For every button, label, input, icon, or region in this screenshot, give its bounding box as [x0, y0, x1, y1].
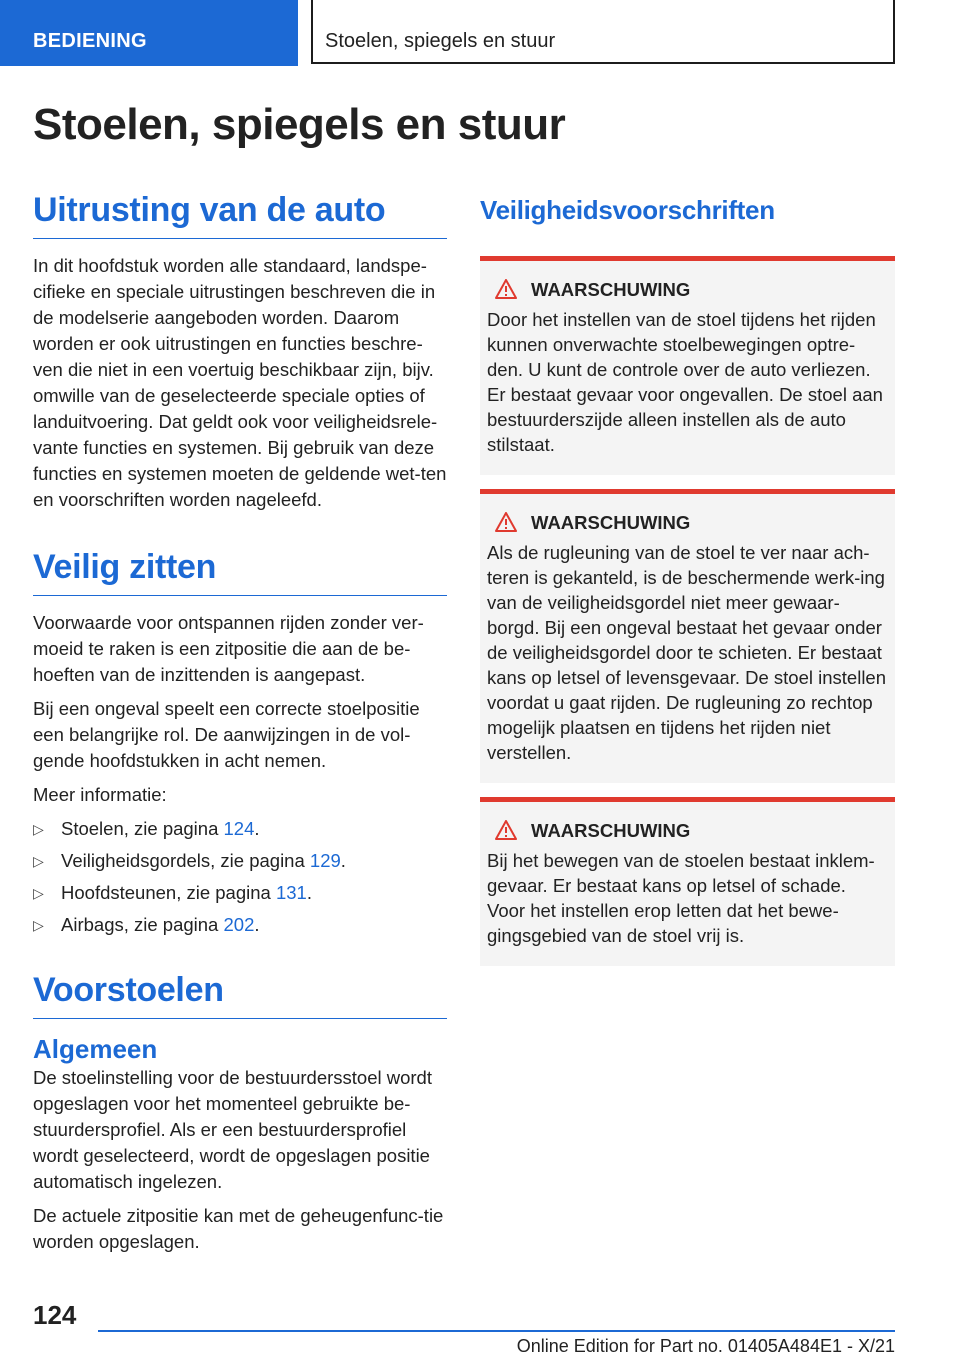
- warning-triangle-icon: [495, 512, 517, 532]
- warning-text: Door het instellen van de stoel tijdens het rijden kunnen onverwachte stoelbewegingen optre‐den. U kunt de controle over de auto verliezen. Er bestaat gevaar voor ongevallen. De stoel aan bestuurderszijde alleen instellen als de auto stilstaat.: [487, 309, 883, 455]
- page-link[interactable]: 202: [223, 914, 255, 935]
- paragraph-algemeen-1: De stoelinstelling voor de bestuurdersstoel wordt opgeslagen voor het momenteel gebruikte be‐stuurdersprofiel. Als er een bestuurdersprofiel wordt geselecteerd, wordt de opgeslagen positie automatisch ingelezen.: [33, 1067, 432, 1192]
- triangle-bullet-icon: ▷: [33, 853, 44, 869]
- heading-voorstoelen: Voorstoelen: [33, 970, 447, 1019]
- warning-header: WAARSCHUWING: [487, 277, 887, 303]
- subheading-algemeen: Algemeen: [33, 1034, 158, 1064]
- paragraph-veilig-2: Bij een ongeval speelt een correcte stoelpositie een belangrijke rol. De aanwijzingen in de vol‐gende hoofdstukken in acht nemen.: [33, 698, 420, 771]
- warning-header: WAARSCHUWING: [487, 510, 887, 536]
- paragraph-meer-informatie: Meer informatie:: [33, 784, 167, 805]
- chapter-title: Stoelen, spiegels en stuur: [311, 0, 895, 64]
- list-item: ▷ Veiligheidsgordels, zie pagina 129.: [33, 848, 447, 874]
- heading-uitrusting: Uitrusting van de auto: [33, 190, 447, 239]
- triangle-bullet-icon: ▷: [33, 885, 44, 901]
- page-number: 124: [33, 1300, 77, 1330]
- right-column: [480, 190, 895, 980]
- heading-veilig-zitten: Veilig zitten: [33, 547, 447, 596]
- warning-text: Bij het bewegen van de stoelen bestaat inklem‐gevaar. Er bestaat kans op letsel of schade. Voor het instellen erop letten dat het bewe‐gingsgebied van de stoel vrij is.: [487, 850, 875, 946]
- warning-box: [480, 489, 895, 783]
- page-link[interactable]: 129: [309, 850, 341, 871]
- left-column: [33, 190, 447, 1263]
- paragraph-algemeen-2: De actuele zitpositie kan met de geheugenfunc‐tie worden opgeslagen.: [33, 1205, 444, 1252]
- warning-triangle-icon: [495, 820, 517, 840]
- page-header: [0, 0, 960, 66]
- warning-box: [480, 797, 895, 966]
- paragraph-uitrusting: In dit hoofdstuk worden alle standaard, landspe‐cifieke en speciale uitrustingen beschreven die in de modelserie aangeboden worden. Daarom worden er ook uitrustingen en functies beschre‐ven die niet in een voertuig beschikbaar zijn, bijv. omwille van de geselecteerde speciale opties of landuitvoering. Dat geldt ook voor veiligheidsrele‐vante functies en systemen. Bij gebruik van deze functies en systemen moeten de geldende wet‐ten en voorschriften worden nageleefd.: [33, 255, 447, 510]
- paragraph-veilig-1: Voorwaarde voor ontspannen rijden zonder ver‐moeid te raken is een zitpositie die aan de be‐hoeften van de inzittenden is aangepast.: [33, 612, 424, 685]
- warning-header: WAARSCHUWING: [487, 818, 887, 844]
- warning-triangle-icon: [495, 279, 517, 299]
- page-link[interactable]: 124: [223, 818, 255, 839]
- heading-veiligheidsvoorschriften: Veiligheidsvoorschriften: [480, 195, 775, 225]
- edition-info: Online Edition for Part no. 01405A484E1 - X/21: [516, 1336, 895, 1356]
- page-title: Stoelen, spiegels en stuur: [33, 100, 566, 149]
- list-item: ▷ Hoofdsteunen, zie pagina 131.: [33, 880, 447, 906]
- triangle-bullet-icon: ▷: [33, 917, 44, 933]
- page-link[interactable]: 131: [275, 882, 307, 903]
- warning-box: [480, 256, 895, 475]
- list-item: ▷ Stoelen, zie pagina 124.: [33, 816, 447, 842]
- reference-list: [33, 816, 447, 938]
- section-tab: BEDIENING: [0, 0, 298, 66]
- warning-text: Als de rugleuning van de stoel te ver naar ach‐teren is gekanteld, is de beschermende werk‐ing van de veiligheidsgordel niet meer gewaar‐borgd. Bij een ongeval bestaat het gevaar onder de veiligheidsgordel door te schieten. Er bestaat kans op letsel of levensgevaar. De stoel instellen voordat u gaat rijden. De rugleuning zo rechtop mogelijk plaatsen en tijdens het rijden niet verstellen.: [487, 542, 887, 763]
- list-item: ▷ Airbags, zie pagina 202.: [33, 912, 447, 938]
- footer-divider: [98, 1330, 895, 1332]
- triangle-bullet-icon: ▷: [33, 821, 44, 837]
